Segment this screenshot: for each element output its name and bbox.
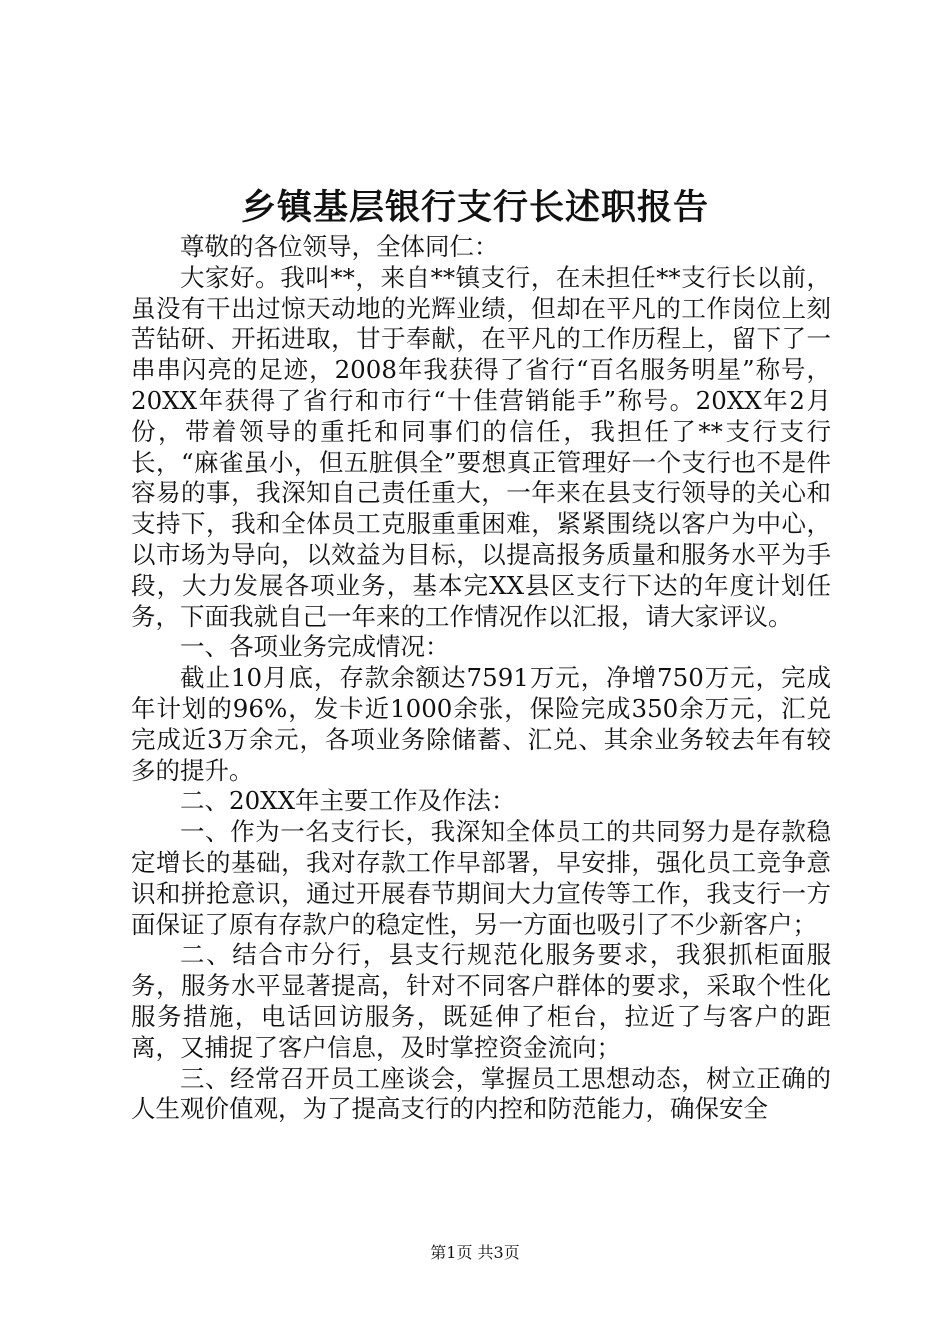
work-item-1-paragraph: 一、作为一名支行长，我深知全体员工的共同努力是存款稳定增长的基础，我对存款工作早部署，早安排，强化员工竞争意识和拼抢意识，通过开展春节期间大力宣传等工作，我支行一方面保证了原有存款户的稳定性，另一方面也吸引了不少新客户；: [131, 817, 831, 939]
section-heading-2: 二、20XX年主要工作及作法：: [180, 786, 516, 816]
document-body: [131, 232, 831, 1125]
salutation-paragraph: 尊敬的各位领导，全体同仁：: [180, 232, 499, 261]
section-heading-1: 一、各项业务完成情况：: [180, 632, 450, 662]
page-footer: 第1页 共3页: [430, 1243, 520, 1262]
work-item-2-paragraph: 二、结合市分行，县支行规范化服务要求，我狠抓柜面服务，服务水平显著提高，针对不同客户群体的要求，采取个性化服务措施，电话回访服务，既延伸了柜台，拉近了与客户的距离，又捕捉了客户信息，及时掌控资金流向；: [131, 940, 831, 1062]
intro-paragraph: 大家好。我叫**，来自**镇支行，在未担任**支行长以前，虽没有干出过惊天动地的光辉业绩，但却在平凡的工作岗位上刻苦钻研、开拓进取，甘于奉献，在平凡的工作历程上，留下了一串串闪亮的足迹，2008年我获得了省行“百名服务明星”称号，20XX年获得了省行和市行“十佳营销能手”称号。20XX年2月份，带着领导的重托和同事们的信任，我担任了**支行支行长，“麻雀虽小，但五脏俱全”要想真正管理好一个支行也不是件容易的事，我深知自己责任重大，一年来在县支行领导的关心和支持下，我和全体员工克服重重困难，紧紧围绕以客户为中心，以市场为导向，以效益为目标，以提高报务质量和服务水平为手段，大力发展各项业务，基本完XX县区支行下达的年度计划任务，下面我就自己一年来的工作情况作以汇报，请大家评议。: [131, 262, 831, 631]
document-title: 乡镇基层银行支行长述职报告: [240, 187, 709, 228]
business-results-paragraph: 截止10月底，存款余额达7591万元，净增750万元，完成年计划的96%，发卡近1000余张，保险完成350余万元，汇兑完成近3万余元，各项业务除储蓄、汇兑、其余业务较去年有较多的提升。: [131, 663, 831, 785]
work-item-3-paragraph: 三、经常召开员工座谈会，掌握员工思想动态，树立正确的人生观价值观，为了提高支行的内控和防范能力，确保安全: [131, 1063, 831, 1124]
